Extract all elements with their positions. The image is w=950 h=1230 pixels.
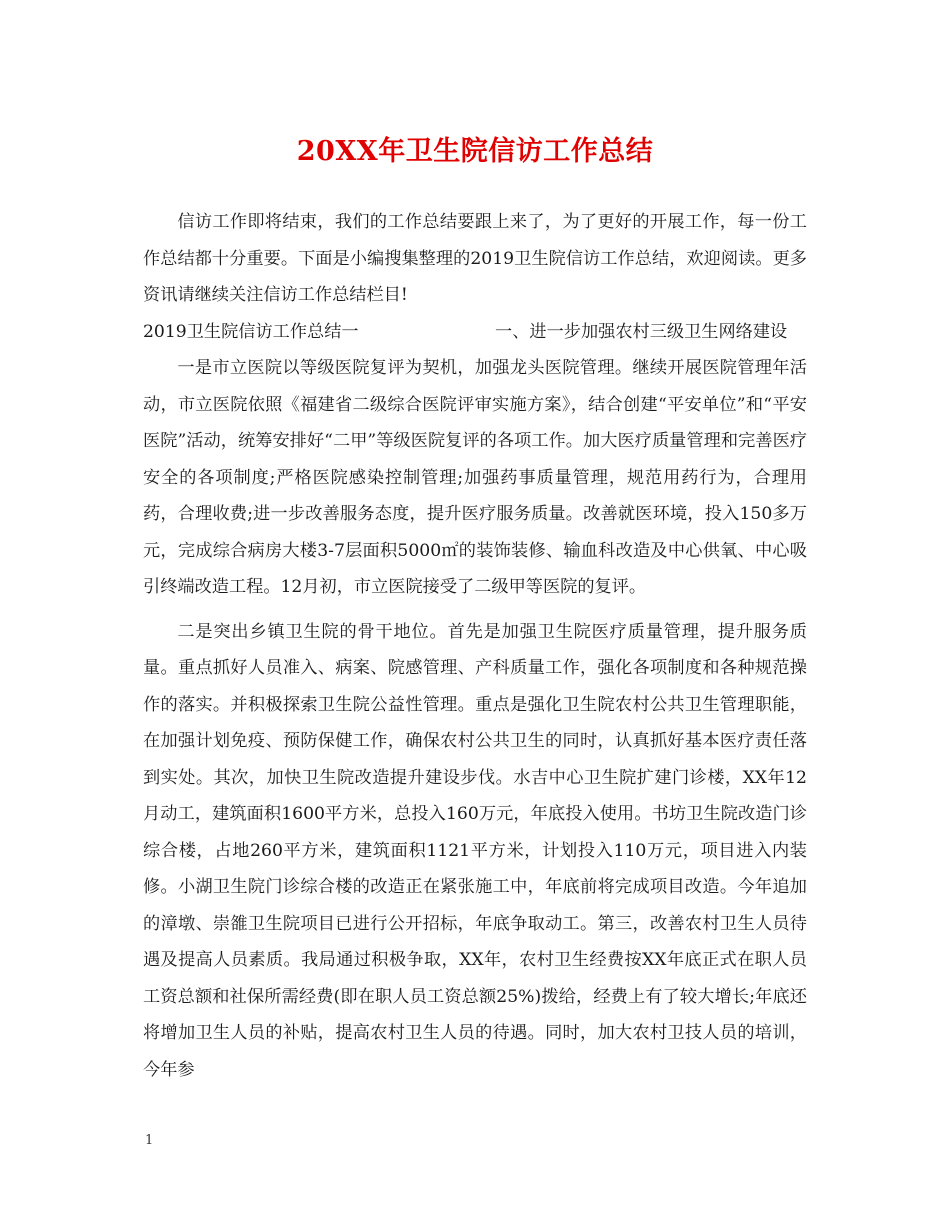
document-title: 20XX年卫生院信访工作总结 <box>296 136 654 167</box>
document-body <box>143 204 807 1088</box>
subheading-title: 2019卫生院信访工作总结一 <box>143 321 359 342</box>
page-number: 1 <box>145 1133 154 1148</box>
subheading-section: 一、进一步加强农村三级卫生网络建设 <box>495 321 788 342</box>
section-subheading <box>143 314 807 351</box>
body-paragraph-2: 二是突出乡镇卫生院的骨干地位。首先是加强卫生院医疗质量管理，提升服务质量。重点抓好人员准入、病案、院感管理、产科质量工作，强化各项制度和各种规范操作的落实。并积极探索卫生院公益性管理。重点是强化卫生院农村公共卫生管理职能，在加强计划免疫、预防保健工作，确保农村公共卫生的同时，认真抓好基本医疗责任落到实处。其次，加快卫生院改造提升建设步伐。水吉中心卫生院扩建门诊楼，XX年12月动工，建筑面积1600平方米，总投入160万元，年底投入使用。书坊卫生院改造门诊综合楼，占地260平方米，建筑面积1121平方米，计划投入110万元，项目进入内装修。小湖卫生院门诊综合楼的改造正在紧张施工中，年底前将完成项目改造。今年追加的漳墩、崇雒卫生院项目已进行公开招标，年底争取动工。第三，改善农村卫生人员待遇及提高人员素质。我局通过积极争取，XX年，农村卫生经费按XX年底正式在职人员工资总额和社保所需经费(即在职人员工资总额25%)拨给，经费上有了较大增长;年底还将增加卫生人员的补贴，提高农村卫生人员的待遇。同时，加大农村卫技人员的培训，今年参 <box>143 621 807 1080</box>
intro-paragraph: 信访工作即将结束，我们的工作总结要跟上来了，为了更好的开展工作，每一份工作总结都十分重要。下面是小编搜集整理的2019卫生院信访工作总结，欢迎阅读。更多资讯请继续关注信访工作总结栏目! <box>143 212 807 305</box>
body-paragraph-1: 一是市立医院以等级医院复评为契机，加强龙头医院管理。继续开展医院管理年活动，市立医院依照《福建省二级综合医院评审实施方案》，结合创建“平安单位”和“平安医院”活动，统筹安排好“二甲”等级医院复评的各项工作。加大医疗质量管理和完善医疗安全的各项制度;严格医院感染控制管理;加强药事质量管理，规范用药行为，合理用药，合理收费;进一步改善服务态度，提升医疗服务质量。改善就医环境，投入150多万元，完成综合病房大楼3-7层面积5000㎡的装饰装修、输血科改造及中心供氧、中心吸引终端改造工程。12月初，市立医院接受了二级甲等医院的复评。 <box>143 358 807 597</box>
